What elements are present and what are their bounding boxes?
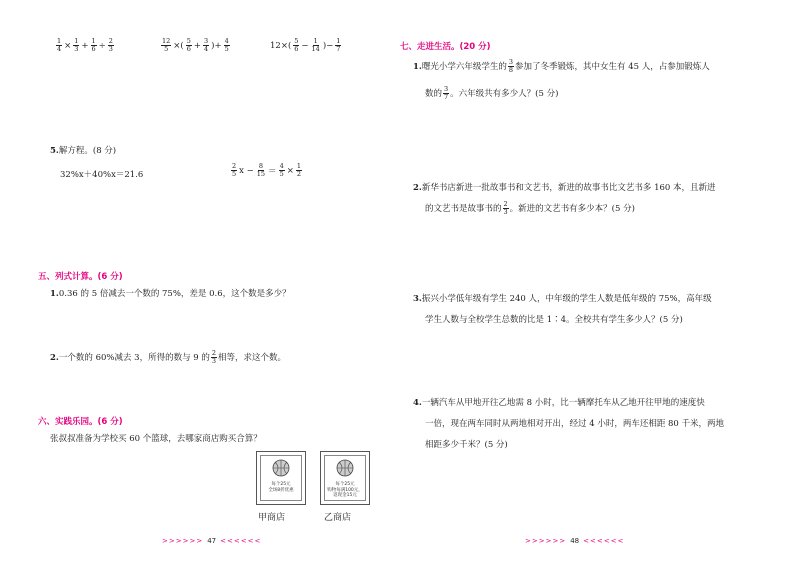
- page-number: 48: [570, 537, 580, 545]
- section-5-title: 五、列式计算。(6 分): [38, 272, 123, 282]
- q5-equation-2: $\frac{2}{5}$ x − $\frac{8}{15}$ ＝ $\frac{4}{5}$ × $\frac{1}{2}$: [232, 162, 301, 178]
- s5-question-2: 2. 一个数的 60%减去 3，所得的数与 9 的 $\frac{2}{3}$ 相等，求这个数。: [50, 349, 287, 365]
- store-b-name: 乙商店: [324, 513, 352, 523]
- store-b-note: 每个25元 购物每满100元， 返现金15元: [327, 482, 363, 498]
- expression-3: 12×( $\frac{5}{6}$ − $\frac{1}{14}$ )− $\frac{1}{7}$: [270, 37, 341, 53]
- store-b-card: [320, 451, 370, 505]
- store-a-card: [256, 451, 306, 505]
- page-number: 47: [207, 537, 217, 545]
- store-a-note: 每个25元 全场8折优惠: [268, 482, 294, 493]
- s6-problem-text: 张叔叔准备为学校买 60 个篮球，去哪家商店购买合算？: [50, 434, 262, 444]
- q5-equation-1: 32%x＋40%x＝21.6: [60, 170, 144, 180]
- right-page-footer: >>>>>> 48 <<<<<<: [525, 537, 625, 545]
- s7-question-3-line-2: 学生人数与全校学生总数的比是 1∶4。全校共有学生多少人？(5 分): [425, 315, 683, 325]
- section-6-title: 六、实践乐园。(6 分): [38, 417, 123, 427]
- basketball-icon: [336, 459, 354, 477]
- s7-question-2-line-1: 2.新华书店新进一批故事书和文艺书，新进的故事书比文艺书多 160 本，且新进: [413, 183, 716, 193]
- s7-question-2-line-2: 的文艺书是故事书的 $\frac{2}{3}$ 。新进的文艺书有多少本？(5 分): [425, 200, 635, 216]
- expression-2: $\frac{12}{5}$ ×( $\frac{5}{6}$ + $\frac{3}{4}$ )+ $\frac{4}{5}$: [162, 37, 229, 53]
- s7-question-4-line-3: 相距多少千米？(5 分): [425, 440, 508, 450]
- store-a-name: 甲商店: [258, 513, 286, 523]
- s7-question-4-line-1: 4.一辆汽车从甲地开往乙地需 8 小时，比一辆摩托车从乙地开往甲地的速度快: [413, 398, 705, 408]
- s7-question-4-line-2: 一倍，现在两车同时从两地相对开出，经过 4 小时，两车还相距 80 千米，两地: [425, 419, 725, 429]
- section-7-title: 七、走进生活。(20 分): [400, 42, 491, 52]
- expression-1: $\frac{1}{4}$ × $\frac{1}{3}$ + $\frac{1}{6}$ ÷ $\frac{2}{3}$: [57, 37, 113, 53]
- basketball-icon: [272, 459, 290, 477]
- q5-heading: 5.解方程。(8 分): [50, 146, 117, 156]
- s7-question-3-line-1: 3.振兴小学低年级有学生 240 人，中年级的学生人数是低年级的 75%，高年级: [413, 294, 712, 304]
- s7-question-1-line-1: 1. 曙光小学六年级学生的 $\frac{3}{8}$ 参加了冬季锻炼，其中女生有 45 人，占参加锻炼人: [413, 58, 710, 74]
- s7-question-1-line-2: 数的 $\frac{3}{7}$ 。六年级共有多少人？(5 分): [425, 85, 559, 101]
- s5-question-1: 1.0.36 的 5 倍减去一个数的 75%，差是 0.6，这个数是多少？: [50, 289, 291, 299]
- left-page-footer: >>>>>> 47 <<<<<<: [162, 537, 262, 545]
